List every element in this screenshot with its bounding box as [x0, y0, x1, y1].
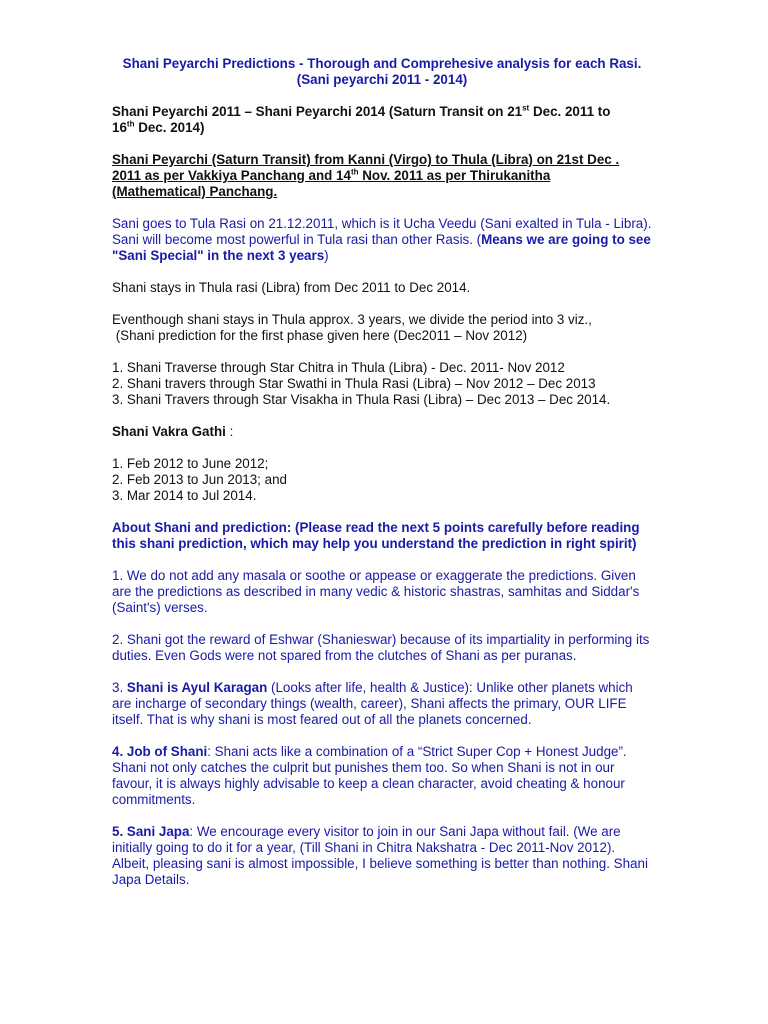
kanni-thula-heading	[112, 152, 652, 200]
transit-heading-sup-a: st	[522, 103, 530, 113]
list-item: 1. Shani Traverse through Star Chitra in Thula (Libra) - Dec. 2011- Nov 2012	[112, 360, 565, 375]
intro-bold-text: Means we are going to see "Sani Special" in the next 3 years	[112, 232, 651, 263]
stays-paragraph: Shani stays in Thula rasi (Libra) from Dec 2011 to Dec 2014.	[112, 280, 471, 295]
kanni-heading-line2a: 2011 as per Vakkiya Panchang and 14	[112, 168, 351, 183]
divide-line2: (Shani prediction for the first phase given here (Dec2011 – Nov 2012)	[112, 328, 528, 343]
point-3	[112, 680, 652, 728]
list-item: 2. Feb 2013 to Jun 2013; and	[112, 472, 287, 487]
vakra-heading-colon: :	[225, 424, 234, 439]
about-heading: About Shani and prediction: (Please read the next 5 points carefully before reading this shani prediction, which may help you understand the prediction in right spirit)	[112, 520, 640, 551]
vakra-list	[112, 456, 652, 504]
point-4	[112, 744, 652, 808]
divide-paragraph	[112, 312, 652, 344]
doc-title	[112, 56, 652, 88]
point-5	[112, 824, 652, 888]
vakra-heading	[112, 424, 652, 440]
point-5-bold: 5. Sani Japa	[112, 824, 190, 839]
point-4-text: : Shani acts like a combination of a “Strict Super Cop + Honest Judge”. Shani not only catches the culprit but punishes them too. So when Shani is not in our favour, it is always highly advisable to keep a clean character, avoid cheating & honour commitments.	[112, 744, 627, 807]
kanni-heading-line3: (Mathematical) Panchang.	[112, 184, 278, 199]
transit-heading-text-c: 16	[112, 120, 127, 135]
transit-heading	[112, 104, 652, 136]
point-5-text: : We encourage every visitor to join in our Sani Japa without fail. (We are initially going to do it for a year, (Till Shani in Chitra Nakshatra - Dec 2011-Nov 2012). Albeit, pleasing sani is almost impossible, I believe something is better than nothing. Shani Japa Details.	[112, 824, 648, 887]
list-item: 3. Shani Travers through Star Visakha in Thula Rasi (Libra) – Dec 2013 – Dec 2014.	[112, 392, 611, 407]
doc-title-line2: (Sani peyarchi 2011 - 2014)	[296, 72, 468, 87]
transit-heading-text-a: Shani Peyarchi 2011 – Shani Peyarchi 2014 (Saturn Transit on 21	[112, 104, 523, 119]
kanni-heading-sup: th	[350, 167, 359, 177]
vakra-heading-text: Shani Vakra Gathi	[112, 424, 226, 439]
intro-end: )	[324, 248, 329, 263]
point-3-text: (Looks after life, health & Justice): Unlike other planets which are incharge of secondary things (wealth, career), Shani affects the primary, OUR LIFE itself. That is why shani is most feared out of all the planets concerned.	[112, 680, 633, 727]
list-item: 2. Shani travers through Star Swathi in Thula Rasi (Libra) – Nov 2012 – Dec 2013	[112, 376, 596, 391]
transit-heading-text-d: Dec. 2014)	[134, 120, 205, 135]
point-3-number: 3.	[112, 680, 127, 695]
divide-line1: Eventhough shani stays in Thula approx. 3 years, we divide the period into 3 viz.,	[112, 312, 592, 327]
point-1: 1. We do not add any masala or soothe or appease or exaggerate the predictions. Given are the predictions as described in many vedic & historic shastras, samhitas and Siddar's (Saint's) verses.	[112, 568, 640, 615]
point-3-bold: Shani is Ayul Karagan	[126, 680, 268, 695]
doc-title-line1: Shani Peyarchi Predictions - Thorough and Comprehesive analysis for each Rasi.	[122, 56, 642, 71]
kanni-heading-line2b: Nov. 2011 as per Thirukanitha	[358, 168, 551, 183]
transit-heading-text-b: Dec. 2011 to	[529, 104, 611, 119]
point-2: 2. Shani got the reward of Eshwar (Shanieswar) because of its impartiality in performing its duties. Even Gods were not spared from the clutches of Shani as per puranas.	[112, 632, 650, 663]
document-page	[112, 56, 652, 888]
phase-list	[112, 360, 652, 408]
list-item: 3. Mar 2014 to Jul 2014.	[112, 488, 257, 503]
intro-paragraph	[112, 216, 652, 264]
intro-text: Sani goes to Tula Rasi on 21.12.2011, which is it Ucha Veedu (Sani exalted in Tula - Libra). Sani will become most powerful in Tula rasi than other Rasis. (	[112, 216, 652, 247]
point-4-bold: 4. Job of Shani	[112, 744, 208, 759]
list-item: 1. Feb 2012 to June 2012;	[112, 456, 269, 471]
transit-heading-sup-c: th	[126, 119, 135, 129]
kanni-heading-line1: Shani Peyarchi (Saturn Transit) from Kanni (Virgo) to Thula (Libra) on 21st Dec .	[112, 152, 620, 167]
